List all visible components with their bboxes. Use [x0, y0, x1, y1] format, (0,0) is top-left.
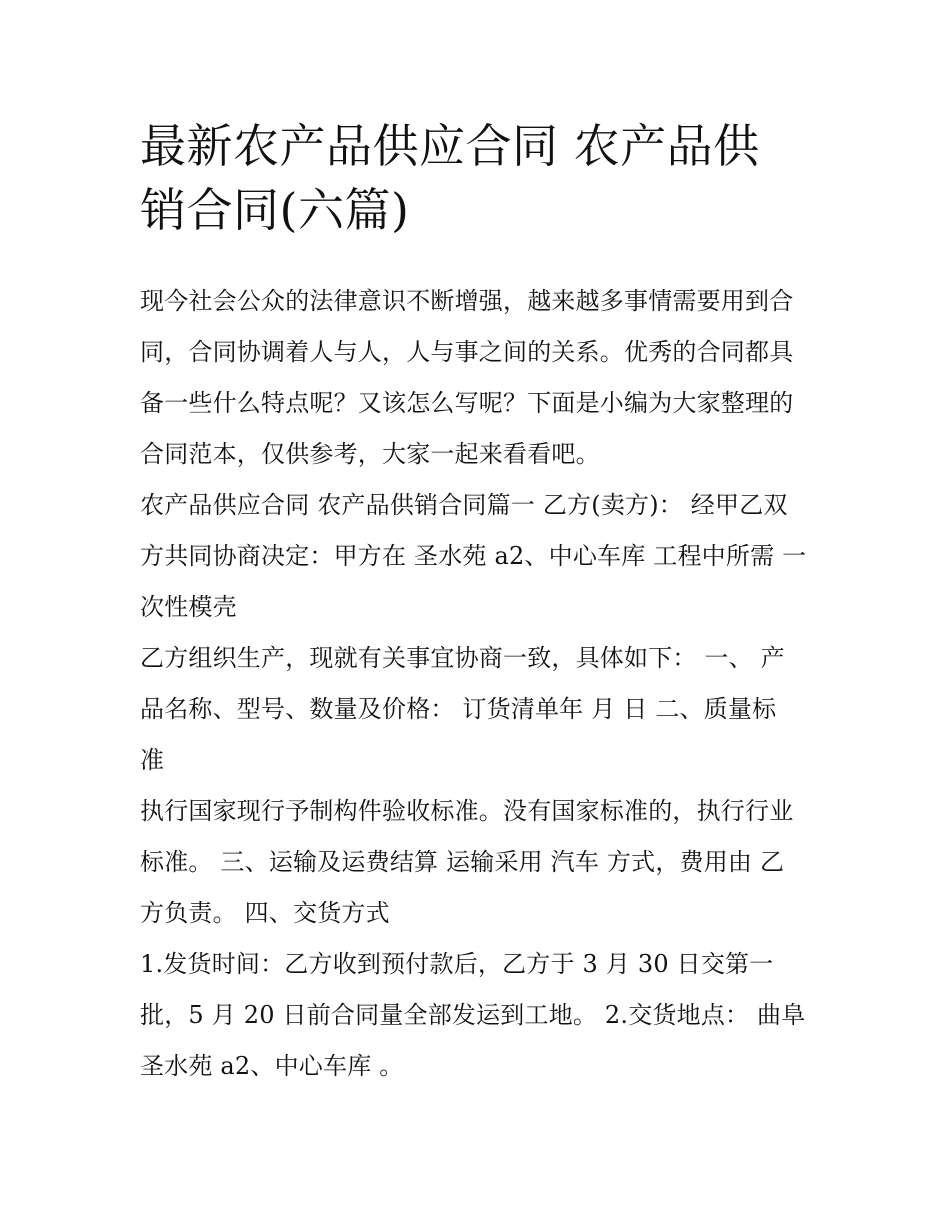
text-line: 农产品供应合同 农产品供销合同篇一 乙方(卖方)： 经甲乙双 [140, 491, 788, 519]
text-line: 同，合同协调着人与人，人与事之间的关系。优秀的合同都具 [140, 338, 794, 366]
paragraph-quality-transport [140, 786, 820, 939]
text-line: 准 [140, 746, 165, 774]
paragraph-intro [140, 276, 820, 480]
text-line: 次性模壳 [140, 593, 237, 621]
text-line: 方共同协商决定：甲方在 圣水苑 a2、中心车库 工程中所需 一 [140, 542, 807, 570]
text-line: 1.发货时间：乙方收到预付款后，乙方于 3 月 30 日交第一 [140, 950, 774, 978]
text-line: 合同范本，仅供参考，大家一起来看看吧。 [140, 440, 600, 468]
text-line: 执行国家现行予制构件验收标准。没有国家标准的，执行行业 [140, 797, 794, 825]
text-line: 乙方组织生产，现就有关事宜协商一致，具体如下： 一、 产 [140, 644, 785, 672]
document-title [140, 114, 820, 242]
text-line: 备一些什么特点呢？又该怎么写呢？下面是小编为大家整理的 [140, 389, 794, 417]
text-line: 品名称、型号、数量及价格： 订货清单年 月 日 二、质量标 [140, 695, 777, 723]
paragraph-contract-parties [140, 480, 820, 633]
text-line: 批，5 月 20 日前合同量全部发运到工地。 2.交货地点： 曲阜 [140, 1001, 806, 1029]
text-line: 标准。 三、运输及运费结算 运输采用 汽车 方式，费用由 乙 [140, 848, 785, 876]
text-line: 现今社会公众的法律意识不断增强，越来越多事情需要用到合 [140, 287, 794, 315]
paragraph-delivery [140, 939, 820, 1092]
text-line: 方负责。 四、交货方式 [140, 899, 390, 927]
title-line-1: 最新农产品供应合同 农产品供 [140, 119, 760, 173]
text-line: 圣水苑 a2、中心车库 。 [140, 1052, 404, 1080]
paragraph-products [140, 633, 820, 786]
title-line-2: 销合同(六篇) [140, 183, 410, 237]
